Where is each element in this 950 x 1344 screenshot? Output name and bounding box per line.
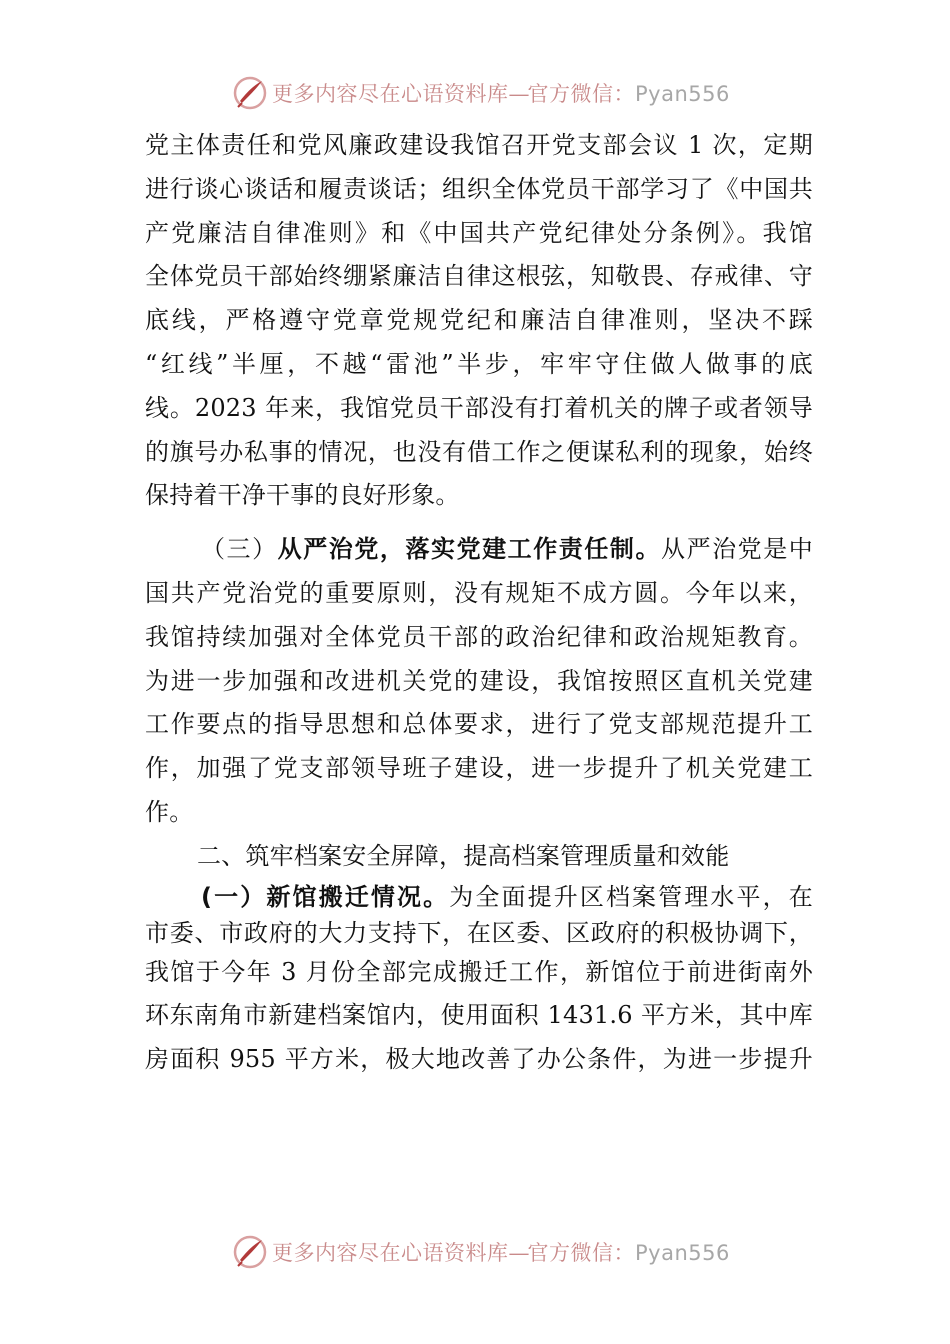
watermark-text: 更多内容尽在心语资料库—官方微信：Pyan556 <box>272 82 730 106</box>
text-line: (一）新馆搬迁情况。为全面提升区档案管理水平，在 <box>201 882 813 911</box>
watermark-text: 更多内容尽在心语资料库—官方微信：Pyan556 <box>272 1241 730 1265</box>
text-line: 我馆于今年 3 月份全部完成搬迁工作，新馆位于前进街南外 <box>145 957 813 986</box>
quill-logo-icon <box>232 1234 268 1270</box>
header-watermark <box>232 73 730 113</box>
text-line: 进行谈心谈话和履责谈话；组织全体党员干部学习了《中国共 <box>145 174 813 203</box>
text-line: 环东南角市新建档案馆内，使用面积 1431.6 平方米，其中库 <box>145 1001 813 1030</box>
text-line: 作。 <box>145 797 194 826</box>
text-line: 国共产党治党的重要原则，没有规矩不成方圆。今年以来， <box>145 578 813 607</box>
section-heading: 从严治党，落实党建工作责任制。 <box>277 535 662 564</box>
paragraph-2 <box>145 528 813 835</box>
text-line: 房面积 955 平方米，极大地改善了办公条件，为进一步提升 <box>145 1045 813 1074</box>
text-line: 工作要点的指导思想和总体要求，进行了党支部规范提升工 <box>145 710 813 739</box>
text-line: 为进一步加强和改进机关党的建设，我馆按照区直机关党建 <box>145 666 813 695</box>
text-line: 全体党员干部始终绷紧廉洁自律这根弦，知敬畏、存戒律、守 <box>145 262 813 291</box>
subsection-heading: (一）新馆搬迁情况。 <box>201 882 450 911</box>
paragraph-3 <box>145 879 813 1082</box>
text-line: 作，加强了党支部领导班子建设，进一步提升了机关党建工 <box>145 754 813 783</box>
text-line: “红线”半厘，不越“雷池”半步，牢牢守住做人做事的底 <box>145 349 813 378</box>
text-line: 保持着干净干事的良好形象。 <box>145 481 460 510</box>
text-line: 的旗号办私事的情况，也没有借工作之便谋私利的现象，始终 <box>145 437 813 466</box>
text-line: 党主体责任和党风廉政建设我馆召开党支部会议 1 次，定期 <box>145 131 813 159</box>
text-line: 我馆持续加强对全体党员干部的政治纪律和政治规矩教育。 <box>145 622 813 651</box>
text-line: 产党廉洁自律准则》和《中国共产党纪律处分条例》。我馆 <box>145 218 813 247</box>
paragraph-1 <box>145 124 813 518</box>
text-line: 市委、市政府的大力支持下，在区委、区政府的积极协调下， <box>145 918 813 947</box>
text-line: 底线，严格遵守党章党规党纪和廉洁自律准则，坚决不踩 <box>145 306 813 335</box>
quill-logo-icon <box>232 75 268 111</box>
footer-watermark <box>232 1232 730 1272</box>
document-body <box>145 124 813 1082</box>
text-line: （三）从严治党，落实党建工作责任制。从严治党是中 <box>201 535 813 564</box>
section-heading-2: 二、筑牢档案安全屏障，提高档案管理质量和效能 <box>197 841 730 870</box>
text-line: 线。2023 年来，我馆党员干部没有打着机关的牌子或者领导 <box>145 393 813 422</box>
